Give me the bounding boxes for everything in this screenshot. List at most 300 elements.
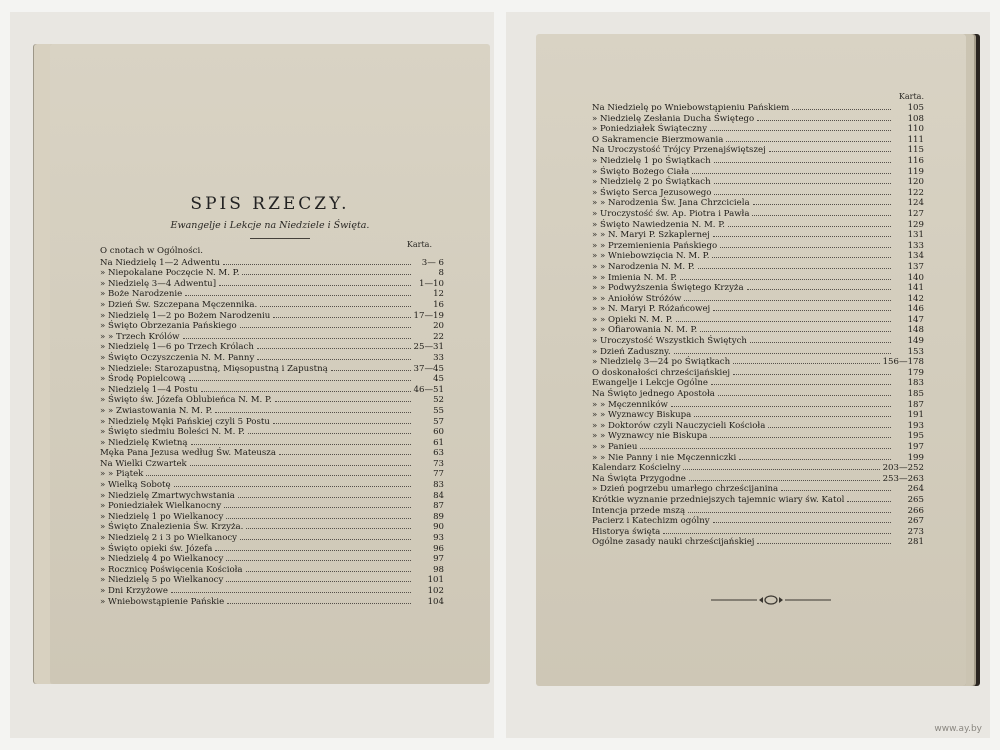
toc-entry-label: » Wniebowstąpienie Pańskie [100,596,225,607]
toc-entry-page: 98 [433,564,444,575]
toc-entry-page: 17—19 [413,310,444,321]
toc-entry [592,240,924,251]
toc-entry-page: 110 [907,124,924,134]
toc-entry-page: 148 [907,325,924,336]
toc-leader-dots [713,303,891,311]
column-header: Karta. [406,240,432,249]
toc-entry-page: 115 [907,145,924,155]
toc-entry [100,257,444,268]
toc-leader-dots [769,144,891,152]
toc-entry-label: Na Niedzielę 1—2 Adwentu [100,257,221,268]
toc-entry-label: » » N. Maryi P. Szkaplernej [592,230,710,240]
toc-entry-page: 131 [907,230,924,240]
toc-entry-label: » Niedzielę 4 po Wielkanocy [100,554,224,564]
toc-entry-page: 265 [907,494,924,505]
toc-entry [592,388,924,399]
toc-leader-dots [183,331,412,339]
toc-entry [100,458,444,469]
toc-entry-label: » Dni Krzyżowe [100,586,168,596]
toc-entry [592,462,924,473]
toc-entry [592,113,924,124]
toc-entry-label: » Niedzielę Zesłania Ducha Świętego [592,113,755,124]
toc-entry-page: 266 [907,505,924,516]
toc-entry-label: Ogólne zasady nauki chrześcijańskiej [592,537,755,547]
toc-entry [592,515,924,526]
right-book-page [536,34,966,686]
toc-entry [100,394,444,405]
toc-entry-label: O Sakramencie Bierzmowania [592,134,724,145]
toc-entry [592,314,924,325]
toc-entry [100,447,444,458]
toc-entry-label: » » Podwyższenia Świętego Krzyża [592,283,744,293]
toc-entry [592,399,924,410]
toc-entry [592,261,924,272]
toc-entry [592,166,924,177]
toc-entry-label: » Niedzielę 1—6 po Trzech Królach [100,342,254,352]
toc-entry-label: » Niedzielę 1 po Świątkach [592,155,711,166]
toc-entry-page: 134 [907,251,924,261]
toc-entry [100,352,444,363]
toc-leader-dots [146,468,411,476]
toc-leader-dots [757,113,891,121]
toc-entry [592,134,924,145]
toc-entry-page: 45 [433,374,444,384]
toc-leader-dots [747,282,891,290]
toc-entry-page: 142 [907,293,924,304]
toc-entry [592,452,924,463]
toc-entry [100,585,444,596]
toc-entry-page: 153 [907,346,924,357]
toc-entry-label: » » Panieu [592,442,638,452]
toc-leader-dots [720,240,891,248]
toc-entry-page: 55 [433,405,444,416]
toc-leader-dots [680,272,891,280]
toc-entry-label: » » Przemienienia Pańskiego [592,240,718,251]
toc-entry-label: Ewangelje i Lekcje Ogólne [592,378,708,389]
toc-entry [100,320,444,331]
toc-leader-dots [733,356,879,364]
toc-leader-dots [726,134,891,142]
toc-entry [592,282,924,293]
ornament-divider [711,594,831,606]
toc-entry-page: 179 [907,367,924,378]
toc-leader-dots [781,483,891,491]
toc-leader-dots [240,320,411,328]
toc-entry-label: » Niedzielę 3—24 po Świątkach [592,357,731,367]
toc-entry-page: 141 [907,283,924,293]
toc-entry-page: 93 [433,533,444,543]
toc-leader-dots [201,384,410,392]
toc-entry-page: 57 [433,416,444,427]
toc-entry-label: Na Święta Przygodne [592,473,686,484]
toc-leader-dots [224,500,411,508]
toc-entry-label: Na Wielki Czwartek [100,458,187,469]
toc-entry [592,176,924,187]
toc-leader-dots [728,219,891,227]
toc-entry-label: » Środę Popielcową [100,374,186,384]
toc-entry-page: 61 [433,437,444,448]
toc-entry-page: 195 [907,431,924,441]
toc-entry-page: 267 [907,516,924,526]
toc-entry-page: 127 [907,208,924,219]
toc-entry-page: 197 [907,442,924,452]
toc-entry-page: 63 [433,448,444,458]
toc-entry-page: 108 [907,113,924,124]
toc-entry-page: 97 [433,554,444,564]
toc-entry [592,483,924,494]
toc-entry [592,473,924,484]
toc-entry [100,267,444,278]
toc-entry [100,426,444,437]
toc-entry-page: 60 [433,427,444,437]
toc-leader-dots [273,310,410,318]
toc-entry [592,420,924,431]
toc-entry-label: » Uroczystość Wszystkich Świętych [592,336,747,346]
toc-entry-page: 281 [907,537,924,547]
toc-entry [100,416,444,427]
toc-entry-label: » Rocznicę Poświęcenia Kościoła [100,564,243,575]
toc-entry [100,310,444,321]
toc-leader-dots [185,288,411,296]
toc-entry-page: 156—178 [882,357,924,367]
toc-entry-label: » Święto opieki św. Józefa [100,543,213,554]
toc-entry-label: » Niedzielę 3—4 Adwentu] [100,278,217,289]
toc-leader-dots [219,278,411,286]
toc-leader-dots [847,494,891,502]
toc-leader-dots [248,426,411,434]
toc-entry-page: 137 [907,261,924,272]
toc-leader-dots [768,420,891,428]
toc-leader-dots [331,363,411,371]
toc-leader-dots [246,564,411,572]
toc-entry-label: » Dzień Zaduszny. [592,346,671,357]
toc-entry-page: 120 [907,177,924,187]
toc-entry-label: » » Wniebowzięcia N. M. P. [592,251,710,261]
toc-entry-label: » Niedzielę 1—2 po Bożem Narodzeniu [100,310,271,321]
toc-entry-page: 193 [907,420,924,431]
column-header: Karta. [898,92,924,101]
toc-entry [100,437,444,448]
toc-entry [100,278,444,289]
toc-entry-label: » Uroczystość św. Ap. Piotra i Pawła [592,208,750,219]
toc-entry-label: » Poniedziałek Wielkanocny [100,501,222,511]
toc-leader-dots [242,267,411,275]
toc-entry-page: 187 [907,399,924,410]
toc-entry [592,526,924,537]
toc-entry-label: » Niedzielę Zmartwychwstania [100,490,235,501]
toc-entry-label: Pacierz i Katechizm ogólny [592,516,710,526]
toc-entry [592,102,924,113]
toc-entry-label: » » Piątek [100,469,144,480]
toc-entry [592,536,924,547]
toc-entry-page: 52 [433,395,444,405]
toc-leader-dots [223,257,411,265]
toc-leader-dots [260,299,411,307]
toc-leader-dots [710,123,891,131]
toc-leader-dots [750,335,891,343]
toc-leader-dots [711,377,891,385]
toc-entry [100,479,444,490]
left-book-page [50,44,490,684]
toc-entry-page: 89 [433,511,444,522]
toc-entry [100,490,444,501]
toc-leader-dots [191,437,412,445]
toc-entry-page: 199 [907,452,924,463]
toc-entry-page: 73 [433,458,444,469]
page-subtitle: Ewangelje i Lekcje na Niedziele i Święta. [170,220,370,231]
toc-leader-dots [226,511,411,519]
toc-entry-page: 3— 6 [421,257,444,268]
toc-entry-label: » » Zwiastowania N. M. P. [100,405,213,416]
toc-leader-dots [174,479,411,487]
toc-entry-label: » Święto siedmiu Boleści N. M. P. [100,427,245,437]
toc-leader-dots [714,176,891,184]
toc-entry-label: » Dzień pogrzebu umarłego chrześcijanina [592,484,779,494]
toc-entry-page: 20 [433,321,444,331]
toc-leader-dots [227,596,411,604]
right-photo [506,12,990,738]
toc-entry-page: 133 [907,240,924,251]
toc-entry [100,299,444,310]
toc-entry [100,384,444,395]
toc-entry-label: » Niedzielę Męki Pańskiej czyli 5 Postu [100,416,270,427]
toc-entry-label: » Niedzielę 1 po Wielkanocy [100,511,224,522]
toc-entry-label: » » Opieki N. M. P. [592,314,673,325]
toc-entry-label: » » Nie Panny i nie Męczenniczki [592,452,737,463]
toc-leader-dots [714,155,891,163]
toc-entry-page: 264 [907,484,924,494]
toc-entry-page: 191 [907,410,924,420]
toc-leader-dots [246,521,411,529]
toc-entry-label: » Święto Serca Jezusowego [592,187,712,198]
toc-leader-dots [700,324,891,332]
toc-leader-dots [226,574,411,582]
toc-entry [100,341,444,352]
toc-leader-dots [712,250,891,258]
toc-entry-label: Krótkie wyznanie przedniejszych tajemnic wiary św. Katol [592,494,845,505]
toc-entry-label: » » Męczenników [592,399,668,410]
toc-leader-dots [190,458,411,466]
toc-entry [100,564,444,575]
toc-entry-label: » Święto Znalezienia Św. Krzyża. [100,522,244,533]
toc-leader-dots [671,399,891,407]
toc-entry-label: » Niedzielę 2 i 3 po Wielkanocy [100,533,238,543]
toc-leader-dots [688,505,891,513]
toc-entry-label: » Święto Nawiedzenia N. M. P. [592,219,725,230]
toc-entry [592,505,924,516]
toc-leader-dots [171,585,411,593]
toc-entry-label: » » Aniołów Stróżów [592,293,682,304]
toc-entry [100,574,444,585]
toc-entry-page: 33 [433,352,444,363]
toc-entry-label: » » Imienia N. M. P. [592,272,677,283]
toc-entry [592,229,924,240]
toc-entry [592,155,924,166]
toc-entry-page: 140 [907,272,924,283]
toc-entry [592,293,924,304]
toc-entry-page: 253—263 [882,473,924,484]
toc-entry-page: 116 [907,155,924,166]
toc-entry [100,553,444,564]
toc-entry [592,430,924,441]
toc-entry-label: » » Wyznawcy Biskupa [592,410,692,420]
toc-entry-label: » » Narodzenia N. M. P. [592,261,695,272]
toc-entry [100,405,444,416]
toc-entry [100,511,444,522]
toc-entry [592,197,924,208]
toc-leader-dots [676,314,891,322]
toc-entry-label: » Boże Narodzenie [100,289,183,299]
toc-entry-page: 101 [427,575,444,585]
toc-entry [100,596,444,607]
toc-entry-label: » Niedziele: Starozapustną, Mięsopustną i Zapustną [100,363,328,374]
toc-entry-page: 102 [427,586,444,596]
toc-entry-page: 22 [433,331,444,342]
toc-entry [100,521,444,532]
toc-entry-label: » » Trzech Królów [100,331,180,342]
toc-entry-label: » » Wyznawcy nie Biskupa [592,431,708,441]
toc-entry [100,543,444,554]
toc-entry-label: » » Doktorów czyli Nauczycieli Kościoła [592,420,766,431]
toc-leader-dots [674,346,891,354]
toc-leader-dots [713,515,891,523]
toc-leader-dots [698,261,891,269]
title-rule [250,238,310,239]
toc-entry-label: » Poniedziałek Świąteczny [592,124,708,134]
toc-entry-page: 84 [433,490,444,501]
toc-entry-label: » Święto Oczyszczenia N. M. Panny [100,352,255,363]
toc-leader-dots [692,166,891,174]
toc-entry-page: 87 [433,501,444,511]
toc-leader-dots [739,452,891,460]
toc-entry [100,532,444,543]
toc-leader-dots [257,341,411,349]
toc-entry-label: » Wielką Sobotę [100,480,171,490]
toc-entry [100,288,444,299]
toc-entry [592,324,924,335]
toc-entry-label: » Święto Bożego Ciała [592,166,690,177]
toc-leader-dots [714,187,891,195]
toc-entry [592,187,924,198]
toc-entry-page: 185 [907,389,924,399]
toc-entry [592,219,924,230]
toc-entry-page: 124 [907,198,924,208]
toc-entry [100,373,444,384]
watermark: www.ay.by [934,724,982,734]
toc-leader-dots [215,405,411,413]
toc-entry [592,494,924,505]
toc-leader-dots [189,373,411,381]
toc-entry-label: » Święto św. Józefa Oblubieńca N. M. P. [100,395,272,405]
toc-leader-dots [694,409,891,417]
toc-leader-dots [257,352,411,360]
toc-leader-dots [226,553,411,561]
toc-entry-page: 111 [907,134,924,145]
toc-entry-label: » Niedzielę 1—4 Postu [100,384,199,395]
toc-entry-label: » Niedzielę 2 po Świątkach [592,177,711,187]
toc-entry-label: » Niedzielę 5 po Wielkanocy [100,575,224,585]
toc-entry-page: 83 [433,480,444,490]
toc-leader-dots [753,197,891,205]
toc-leader-dots [713,229,891,237]
toc-entry-page: 273 [907,526,924,537]
toc-entry-label: Na Uroczystość Trójcy Przenajświętszej [592,145,766,155]
toc-entry-label: » » Ofiarowania N. M. P. [592,325,698,336]
toc-entry-page: 12 [433,289,444,299]
toc-leader-dots [792,102,891,110]
toc-entry-label: Męka Pana Jezusa według Św. Mateusza [100,448,276,458]
toc-list-left [100,246,444,606]
toc-entry-page: 122 [907,187,924,198]
left-photo [10,12,494,738]
toc-leader-dots [663,526,891,534]
toc-entry-page: 16 [433,299,444,310]
toc-entry [592,335,924,346]
toc-leader-dots [752,208,891,216]
toc-entry-label: » » Narodzenia Św. Jana Chrzciciela [592,198,750,208]
toc-entry-label: O cnotach w Ogólności. [100,246,203,256]
toc-entry-label: Intencja przede mszą [592,505,686,516]
toc-leader-dots [273,416,411,424]
toc-entry-label: O doskonałości chrześcijańskiej [592,367,731,378]
toc-leader-dots [683,462,879,470]
toc-entry-page: 96 [433,543,444,554]
toc-leader-dots [718,388,891,396]
toc-leader-dots [215,543,411,551]
toc-entry [100,363,444,374]
toc-entry [592,441,924,452]
toc-entry-label: Historya święta [592,526,661,537]
toc-entry-page: 25—31 [413,342,444,352]
toc-entry [100,500,444,511]
toc-entry [592,367,924,378]
toc-leader-dots [279,447,411,455]
toc-leader-dots [240,532,411,540]
toc-leader-dots [238,490,411,498]
toc-leader-dots [733,367,891,375]
toc-leader-dots [275,394,411,402]
toc-entry-page: 1—10 [419,278,444,289]
toc-entry [592,123,924,134]
toc-entry-page: 77 [433,469,444,480]
toc-entry [100,331,444,342]
toc-entry-label: » » N. Maryi P. Różańcowej [592,304,711,314]
toc-entry-page: 149 [907,336,924,346]
toc-entry-page: 105 [907,103,924,113]
toc-entry [100,246,444,257]
toc-entry-label: » Dzień Św. Szczepana Męczennika. [100,299,258,310]
toc-leader-dots [757,536,891,544]
page-title: SPIS RZECZY. [190,194,350,214]
toc-entry [100,468,444,479]
toc-entry-label: » Niepokalane Poczęcie N. M. P. [100,268,240,278]
toc-entry-page: 203—252 [882,463,924,473]
toc-entry-page: 119 [907,166,924,177]
toc-leader-dots [684,293,891,301]
toc-entry-page: 104 [427,596,444,607]
toc-entry-label: » Święto Obrzezania Pańskiego [100,321,237,331]
toc-entry-page: 46—51 [413,384,444,395]
toc-entry [592,377,924,388]
toc-entry-page: 183 [907,378,924,389]
toc-entry-label: Kalendarz Kościelny [592,463,681,473]
toc-entry [592,144,924,155]
toc-entry-label: Na Niedzielę po Wniebowstąpieniu Pańskiem [592,103,790,113]
toc-entry-label: » Niedzielę Kwietną [100,437,188,448]
toc-entry [592,356,924,367]
toc-entry-page: 147 [907,314,924,325]
toc-entry-page: 90 [433,522,444,533]
